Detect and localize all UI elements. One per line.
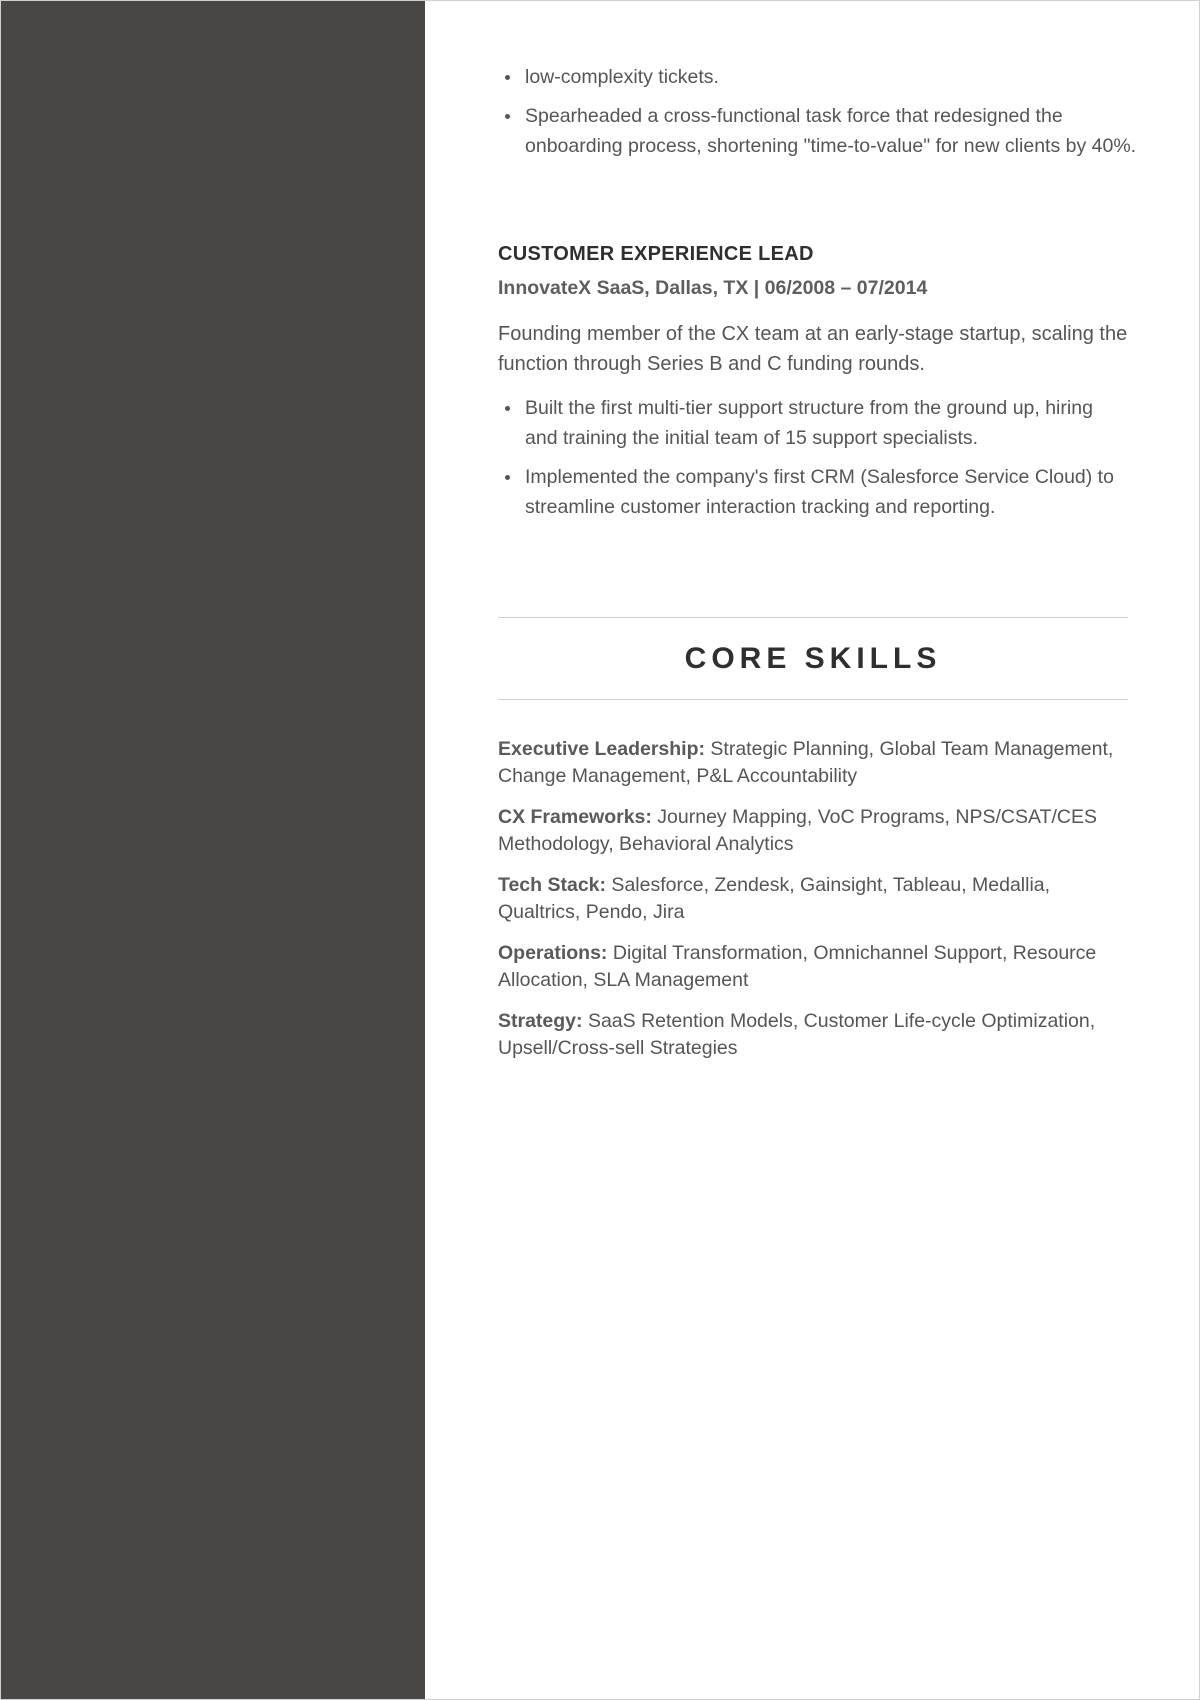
job-title: CUSTOMER EXPERIENCE LEAD [498, 243, 814, 265]
list-item: Implemented the company's first CRM (Salesforce Service Cloud) to streamline customer interaction tracking and reporting. [525, 462, 1128, 522]
section-divider-bottom [498, 699, 1128, 700]
skill-item [498, 804, 1128, 858]
skill-label: Tech Stack: [498, 874, 607, 896]
skill-text: Strategic Planning, Global Team Management, Change Management, P&L Accountability [498, 738, 1114, 787]
job-bullet-list [498, 393, 1128, 522]
skill-item [498, 736, 1128, 790]
skill-item [498, 1008, 1128, 1062]
list-item: low-complexity tickets. [525, 62, 1155, 92]
skill-label: Strategy: [498, 1010, 583, 1032]
skill-item [498, 940, 1128, 994]
skill-item [498, 872, 1128, 926]
job-company-dates: InnovateX SaaS, Dallas, TX | 06/2008 – 07/2014 [498, 277, 928, 299]
list-item: Spearheaded a cross-functional task force that redesigned the onboarding process, shortening "time-to-value" for new clients by 40%. [525, 101, 1155, 161]
sidebar-panel [1, 1, 425, 1699]
skill-text: Digital Transformation, Omnichannel Support, Resource Allocation, SLA Management [498, 942, 1097, 991]
core-skills-list [498, 736, 1128, 1076]
skill-label: Executive Leadership: [498, 738, 705, 760]
skill-text: Salesforce, Zendesk, Gainsight, Tableau, Medallia, Qualtrics, Pendo, Jira [498, 874, 1051, 923]
section-heading-core-skills: CORE SKILLS [684, 642, 942, 675]
job-description: Founding member of the CX team at an early-stage startup, scaling the function through Series B and C funding rounds. [498, 323, 1128, 375]
skill-label: CX Frameworks: [498, 806, 652, 828]
skill-text: Journey Mapping, VoC Programs, NPS/CSAT/CES Methodology, Behavioral Analytics [498, 806, 1097, 855]
skill-text: SaaS Retention Models, Customer Life-cycle Optimization, Upsell/Cross-sell Strategies [498, 1010, 1096, 1059]
list-item: Built the first multi-tier support structure from the ground up, hiring and training the initial team of 15 support specialists. [525, 393, 1128, 453]
experience-entry [498, 241, 1128, 531]
previous-role-bullet-list [498, 62, 1155, 170]
section-divider-top [498, 617, 1128, 618]
skill-label: Operations: [498, 942, 608, 964]
